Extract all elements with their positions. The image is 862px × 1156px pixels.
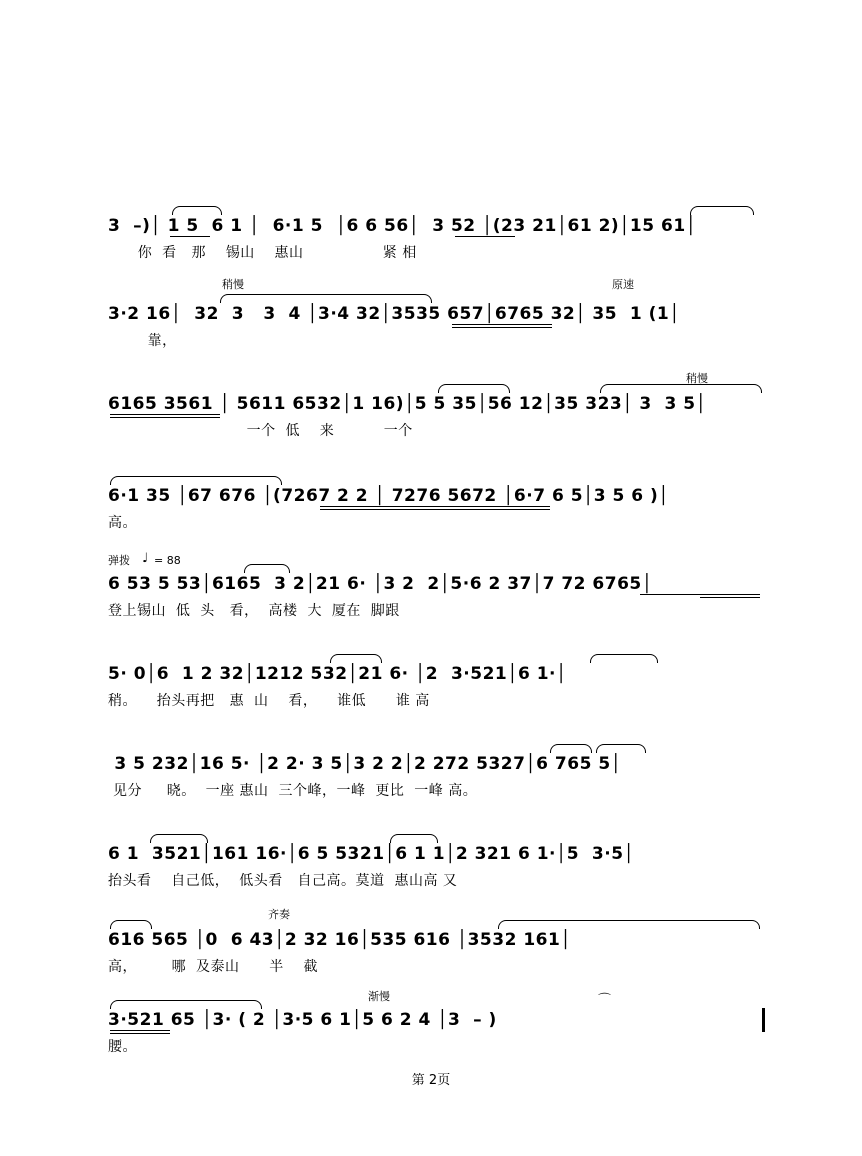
slur (438, 384, 510, 393)
slur (150, 834, 208, 843)
slur (498, 920, 760, 929)
lyrics-line: 一个 低 来 一个 (108, 423, 413, 439)
notation-line: 6 53 5 53│6165 3 2│21 6· │3 2 2│5·6 2 37│7 72 6765│ (108, 574, 653, 594)
score-system-3 (0, 372, 862, 448)
score-system-5 (0, 551, 862, 628)
metronome-note-icon: ♩ (142, 551, 149, 566)
score-system-4 (0, 484, 862, 540)
lyrics-line: 你 看 那 锡山 惠山 紧 相 (108, 245, 417, 261)
rhythm-underline (455, 236, 515, 237)
score-system-10 (0, 990, 862, 1064)
slur (110, 920, 152, 929)
lyrics-line: 稍。 抬头再把 惠 山 看， 谁低 谁 高 (108, 693, 430, 709)
notation-line: 616 565 │0 6 43│2 32 16│535 616 │3532 161│ (108, 930, 572, 950)
slur (172, 206, 222, 215)
score-system-1 (0, 214, 862, 270)
rhythm-underline (110, 1033, 170, 1034)
slur (330, 654, 382, 663)
slur (390, 834, 438, 843)
performance-mark: 齐奏 (268, 908, 290, 921)
slur (600, 384, 762, 393)
rhythm-underline (700, 597, 760, 598)
score-system-9 (0, 908, 862, 984)
score-system-2 (0, 278, 862, 358)
rhythm-underline (110, 1030, 170, 1031)
rhythm-underline (640, 594, 760, 595)
notation-line: 6·1 35 │67 676 │(7267 2 2 │ 7276 5672 │6·7 6 5│3 5 6 )│ (108, 486, 669, 506)
instrument-mark: 弹拨 (108, 554, 130, 567)
notation-line: 6 1 3521│161 16·│6 5 5321│6 1 1│2 321 6 1·│5 3·5│ (108, 844, 635, 864)
slur (690, 206, 754, 215)
lyrics-line: 高。 (108, 515, 137, 531)
lyrics-line: 抬头看 自己低， 低头看 自己高。莫道 惠山高 又 (108, 873, 458, 889)
tempo-mark: 渐慢 (368, 990, 390, 1003)
rhythm-underline (320, 509, 550, 510)
notation-line: 6165 3561 │ 5611 6532│1 16)│5 5 35│56 12│35 323│ 3 3 5│ (108, 394, 707, 414)
rhythm-underline (452, 324, 552, 325)
rhythm-underline (110, 417, 220, 418)
slur (244, 564, 290, 573)
slur (590, 654, 658, 663)
lyrics-line: 见分 晓。 一座 惠山 三个峰，一峰 更比 一峰 高。 (108, 783, 478, 799)
tempo-mark: 原速 (612, 278, 634, 291)
fermata-icon: ⌒ (598, 993, 612, 1008)
slur (110, 1000, 262, 1009)
slur (596, 744, 646, 753)
notation-line: 3 –)│ 1 5 6 1 │ 6·1 5 │6 6 56│ 3 52 │(23 21│61 2)│15 61│ (108, 216, 697, 236)
notation-line: 3·521 65 │3· ( 2 │3·5 6 1│5 6 2 4 │3 – ) (108, 1010, 497, 1030)
slur (550, 744, 592, 753)
rhythm-underline (452, 327, 552, 328)
metronome-mark: = 88 (154, 554, 181, 567)
notation-line: 3 5 232│16 5· │2 2· 3 5│3 2 2│2 272 5327│6 765 5│ (108, 754, 622, 774)
score-system-7 (0, 752, 862, 808)
lyrics-line: 靠， (108, 333, 177, 349)
slur (220, 294, 432, 303)
slur (110, 476, 282, 485)
lyrics-line: 高， 哪 及泰山 半 截 (108, 959, 319, 975)
final-barline (762, 1008, 765, 1032)
rhythm-underline (170, 236, 210, 237)
score-system-6 (0, 662, 862, 718)
notation-line: 3·2 16│ 32 3 3 4 │3·4 32│3535 657│6765 32│ 35 1 (1│ (108, 304, 680, 324)
rhythm-underline (110, 414, 220, 415)
score-system-8 (0, 842, 862, 898)
lyrics-line: 腰。 (108, 1039, 137, 1055)
tempo-mark: 稍慢 (686, 372, 708, 385)
tempo-mark: 稍慢 (222, 278, 244, 291)
notation-line: 5· 0│6 1 2 32│1212 532│21 6· │2 3·521│6 1·│ (108, 664, 567, 684)
page-number: 第 2页 (411, 1073, 451, 1088)
rhythm-underline (320, 506, 550, 507)
lyrics-line: 登上锡山 低 头 看， 高楼 大 厦在 脚跟 (108, 603, 400, 619)
